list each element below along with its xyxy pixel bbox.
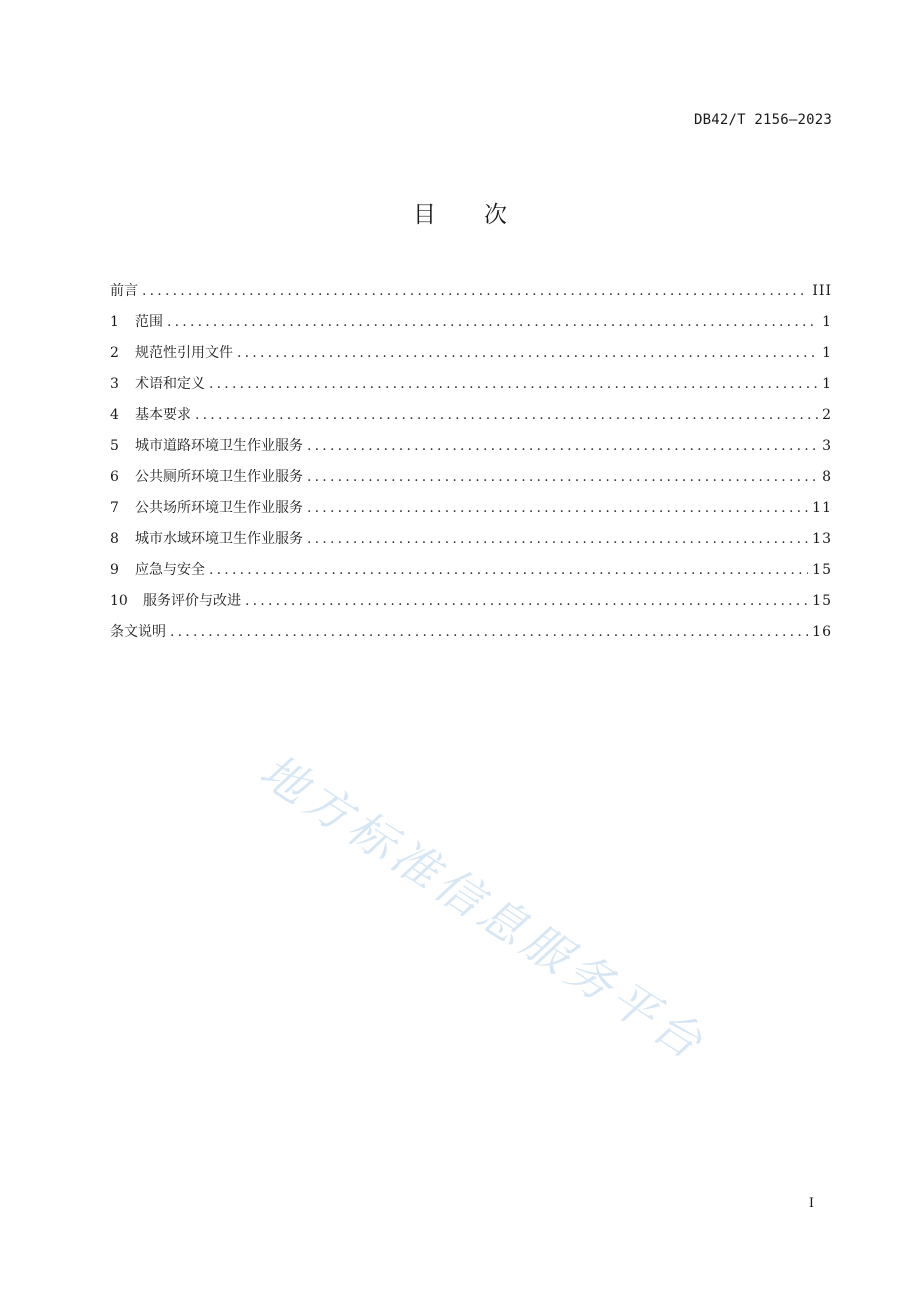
- toc-leader-dots: [209, 559, 808, 581]
- toc-entry-label: 城市水域环境卫生作业服务: [135, 531, 303, 547]
- document-code: DB42/T 2156—2023: [693, 112, 832, 128]
- toc-entry-9[interactable]: [110, 559, 832, 590]
- toc-entry-number: 6: [110, 469, 119, 485]
- toc-entry-page: 15: [812, 562, 832, 578]
- toc-entry-label: 条文说明: [110, 624, 166, 640]
- toc-entry-number: 4: [110, 407, 119, 423]
- toc-leader-dots: [307, 435, 818, 457]
- toc-entry-6[interactable]: [110, 466, 832, 497]
- toc-leader-dots: [307, 497, 808, 519]
- toc-entry-page: 1: [822, 314, 832, 330]
- toc-entry-page: 15: [812, 593, 832, 609]
- toc-entry-label: 应急与安全: [135, 562, 205, 578]
- toc-leader-dots: [142, 280, 808, 302]
- table-of-contents: [110, 280, 832, 652]
- toc-entry-1[interactable]: [110, 311, 832, 342]
- toc-entry-7[interactable]: [110, 497, 832, 528]
- toc-entry-8[interactable]: [110, 528, 832, 559]
- toc-leader-dots: [307, 528, 808, 550]
- toc-entry-number: 7: [110, 500, 119, 516]
- toc-entry-number: 2: [110, 345, 119, 361]
- toc-entry-label: 公共场所环境卫生作业服务: [135, 500, 303, 516]
- toc-entry-explanatory-notes[interactable]: [110, 621, 832, 652]
- toc-leader-dots: [245, 590, 808, 612]
- page-number: I: [808, 1196, 814, 1211]
- toc-entry-label: 前言: [110, 283, 138, 299]
- toc-entry-foreword[interactable]: [110, 280, 832, 311]
- toc-entry-label: 城市道路环境卫生作业服务: [135, 438, 303, 454]
- toc-heading-part2: 次: [484, 202, 507, 228]
- toc-entry-page: 11: [812, 500, 832, 516]
- toc-entry-page: 16: [812, 624, 832, 640]
- toc-entry-label: 公共厕所环境卫生作业服务: [135, 469, 303, 485]
- toc-entry-label: 规范性引用文件: [135, 345, 233, 361]
- toc-leader-dots: [307, 466, 818, 488]
- toc-entry-label: 基本要求: [135, 407, 191, 423]
- toc-entry-5[interactable]: [110, 435, 832, 466]
- toc-entry-10[interactable]: [110, 590, 832, 621]
- toc-entry-number: 1: [110, 314, 119, 330]
- toc-entry-page: 3: [822, 438, 832, 454]
- toc-entry-label: 术语和定义: [135, 376, 205, 392]
- toc-entry-page: 8: [822, 469, 832, 485]
- toc-entry-number: 3: [110, 376, 119, 392]
- toc-leader-dots: [167, 311, 818, 333]
- toc-entry-2[interactable]: [110, 342, 832, 373]
- toc-leader-dots: [195, 404, 818, 426]
- toc-entry-4[interactable]: [110, 404, 832, 435]
- toc-entry-number: 5: [110, 438, 119, 454]
- toc-entry-number: 10: [110, 593, 128, 609]
- toc-entry-label: 范围: [135, 314, 163, 330]
- toc-entry-page: 1: [822, 376, 832, 392]
- toc-entry-page: 1: [822, 345, 832, 361]
- toc-entry-page: 13: [812, 531, 832, 547]
- toc-leader-dots: [170, 621, 808, 643]
- toc-heading: [0, 196, 920, 229]
- toc-entry-number: 8: [110, 531, 119, 547]
- toc-leader-dots: [237, 342, 818, 364]
- toc-entry-label: 服务评价与改进: [143, 593, 241, 609]
- toc-heading-part1: 目: [413, 202, 436, 228]
- toc-leader-dots: [209, 373, 818, 395]
- watermark-text: 地方标准信息服务平台: [250, 743, 717, 1072]
- toc-entry-page: 2: [822, 407, 832, 423]
- toc-entry-page: III: [812, 283, 832, 299]
- toc-entry-number: 9: [110, 562, 119, 578]
- toc-entry-3[interactable]: [110, 373, 832, 404]
